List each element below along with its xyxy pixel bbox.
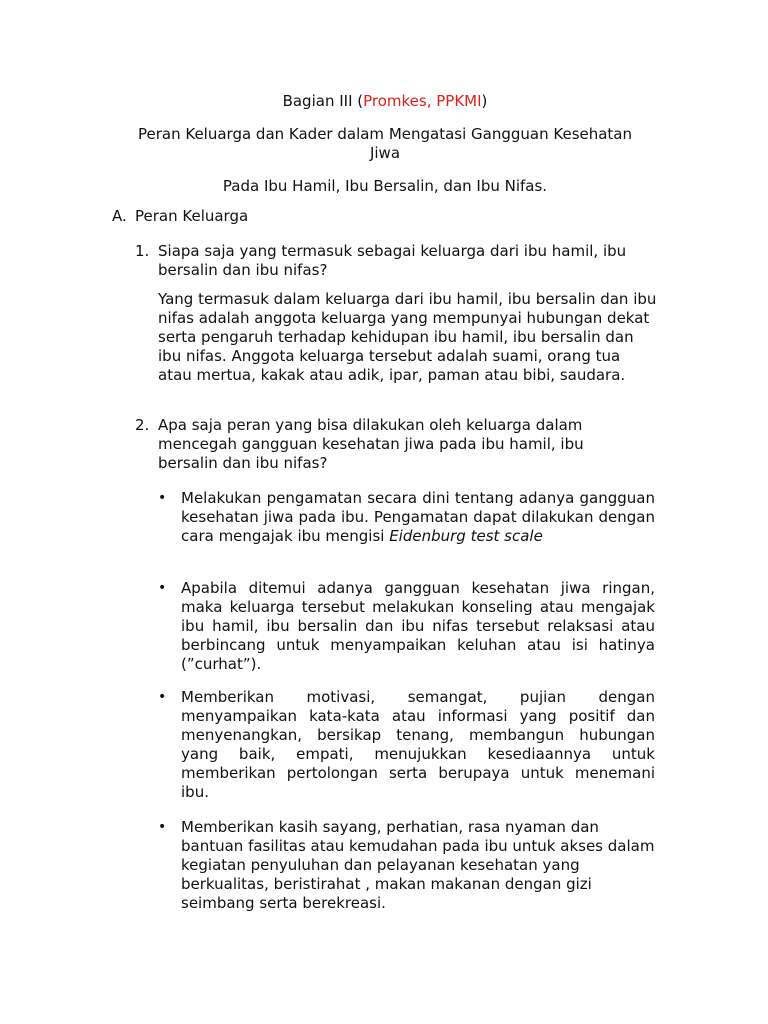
bullet-1-italic: Eidenburg test scale: [389, 527, 543, 545]
document-subtitle: Pada Ibu Hamil, Ibu Bersalin, dan Ibu Nifas.: [222, 177, 548, 195]
part-highlight: Promkes, PPKMI: [363, 92, 482, 110]
bullet-icon: •: [158, 689, 167, 705]
q1-answer: Yang termasuk dalam keluarga dari ibu hamil, ibu bersalin dan ibu nifas adalah anggota keluarga yang mempunyai hubungan dekat serta pengaruh terhadap kehidupan ibu hamil, ibu bersalin dan ibu nifas. Anggota keluarga tersebut adalah suami, orang tua atau mertua, kakak atau adik, ipar, paman atau bibi, saudara.: [158, 290, 657, 384]
bullet-item-3: Memberikan motivasi, semangat, pujian dengan menyampaikan kata-kata atau informasi yang positif dan menyenangkan, bersikap tenang, membangun hubungan yang baik, empati, menujukkan kesediaannya untuk memberikan pertolongan serta berupaya untuk menemani ibu.: [181, 688, 655, 801]
bullet-icon: •: [158, 580, 167, 596]
q2-number: 2.: [135, 416, 150, 434]
q1-question: Siapa saja yang termasuk sebagai keluarga dari ibu hamil, ibu bersalin dan ibu nifas?: [158, 242, 627, 279]
part-heading: [110, 92, 660, 111]
q1-number: 1.: [135, 242, 150, 260]
section-a-marker: A.: [112, 207, 127, 225]
bullet-item-2: Apabila ditemui adanya gangguan kesehatan jiwa ringan, maka keluarga tersebut melakukan konseling atau mengajak ibu hamil, ibu bersalin dan ibu nifas tersebut relaksasi atau berbincang untuk menyampaikan keluhan atau isi hatinya (”curhat”).: [181, 579, 655, 673]
section-a-heading: Peran Keluarga: [135, 207, 249, 225]
q2-question: Apa saja peran yang bisa dilakukan oleh keluarga dalam mencegah gangguan kesehatan jiwa pada ibu hamil, ibu bersalin dan ibu nifas?: [158, 416, 584, 472]
bullet-icon: •: [158, 819, 167, 835]
title-line-1: Peran Keluarga dan Kader dalam Mengatasi Gangguan Kesehatan: [137, 125, 633, 143]
title-line-2: Jiwa: [369, 144, 401, 162]
document-title: [110, 125, 660, 163]
part-suffix: ): [481, 92, 488, 110]
bullet-item-4: Memberikan kasih sayang, perhatian, rasa nyaman dan bantuan fasilitas atau kemudahan pada ibu untuk akses dalam kegiatan penyuluhan dan pelayanan kesehatan yang berkualitas, beristirahat , makan makanan dengan gizi seimbang serta berekreasi.: [181, 818, 655, 912]
bullet-item-1: [181, 489, 655, 546]
bullet-1-text: Melakukan pengamatan secara dini tentang adanya gangguan kesehatan jiwa pada ibu. Pengamatan dapat dilakukan dengan cara mengajak ibu mengisi: [181, 489, 655, 545]
part-prefix: Bagian III (: [282, 92, 364, 110]
bullet-icon: •: [158, 490, 167, 506]
